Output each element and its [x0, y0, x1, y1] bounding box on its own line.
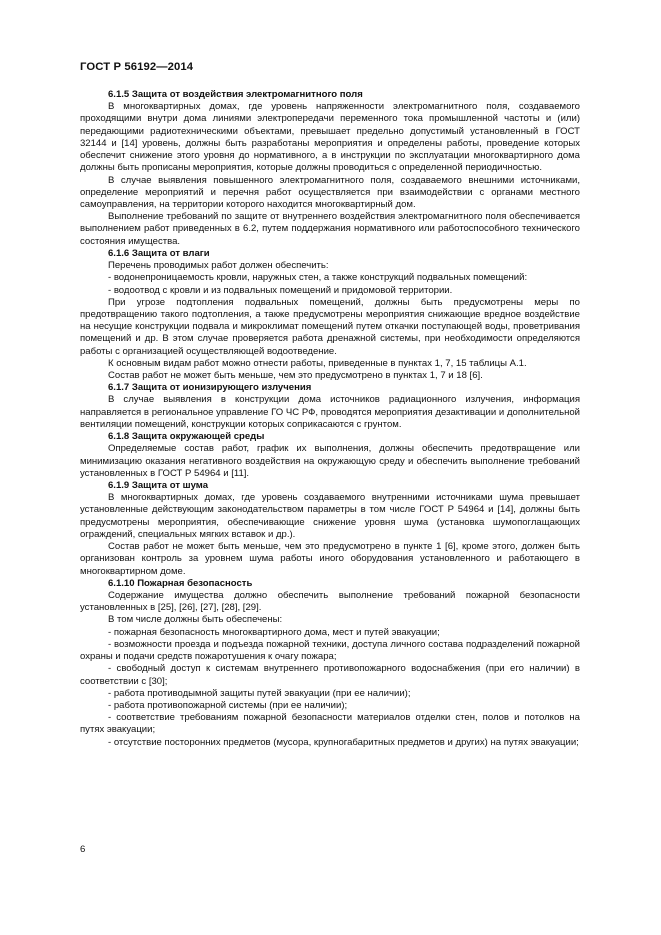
section-heading: 6.1.5 Защита от воздействия электромагнитного поля — [108, 89, 363, 100]
paragraph: - водоотвод с кровли и из подвальных помещений и придомовой территории. — [108, 284, 453, 296]
paragraph: - работа противопожарной системы (при ее наличии); — [108, 699, 348, 711]
paragraph: - возможности проезда и подъезда пожарной техники, доступа личного состава подразделений пожарной охраны и подачи средств пожаротушения к очагу пожара; — [80, 638, 580, 663]
paragraph: - отсутствие посторонних предметов (мусора, крупногабаритных предметов и других) на путях эвакуации; — [108, 736, 579, 748]
paragraph: - соответствие требованиям пожарной безопасности материалов отделки стен, полов и потолков на путях эвакуации; — [80, 712, 580, 736]
section-heading: 6.1.9 Защита от шума — [108, 480, 209, 491]
paragraph: Выполнение требований по защите от внутреннего воздействия электромагнитного поля обеспечивается выполнением работ приведенных в 6.2, путем поддержания нормативного или работоспособного технического состояния имущества. — [80, 211, 580, 247]
document-body — [80, 89, 580, 749]
paragraph: Состав работ не может быть меньше, чем это предусмотрено в пунктах 1, 7 и 18 [6]. — [108, 370, 483, 382]
paragraph: В случае выявления повышенного электромагнитного поля, создаваемого внешними источниками, определение мероприятий и перечня работ осуществляется при взаимодействии с органами местного самоуправления, на территории которого находится многоквартирный дом. — [80, 174, 580, 210]
paragraph: При угрозе подтопления подвальных помещений, должны быть предусмотрены меры по предотвращению такого подтопления, а также предусмотрены мероприятия снижающие вредное воздействие на несущие конструкции подвала и микроклимат помещений путем откачки поступающей воды, проветривания помещений и др. В этом случае проверяется работа дренажной системы, при необходимости определяются работы с организацией осуществляющей водоотведение. — [80, 296, 580, 357]
paragraph: Перечень проводимых работ должен обеспечить: — [108, 260, 329, 272]
section-heading: 6.1.8 Защита окружающей среды — [108, 431, 265, 443]
page-number: 6 — [80, 844, 86, 855]
document-header: ГОСТ Р 56192—2014 — [80, 61, 194, 73]
paragraph: Определяемые состав работ, график их выполнения, должны обеспечить предотвращение или минимизацию оказания негативного воздействия на окружающую среду и обеспечить выполнение требований установленных в ГОСТ Р 54964 и [11]. — [80, 443, 580, 479]
section-heading: 6.1.6 Защита от влаги — [108, 247, 210, 259]
section-heading: 6.1.7 Защита от ионизирующего излучения — [108, 382, 312, 394]
paragraph: Состав работ не может быть меньше, чем это предусмотрено в пункте 1 [6], кроме этого, должен быть организован контроль за уровнем шума работы иного оборудования установленного и работающего в многоквартирном доме. — [80, 541, 580, 577]
paragraph: Содержание имущества должно обеспечить выполнение требований пожарной безопасности установленных в [25], [26], [27], [28], [29]. — [80, 589, 580, 614]
paragraph: - пожарная безопасность многоквартирного дома, мест и путей эвакуации; — [108, 626, 440, 638]
paragraph: В многоквартирных домах, где уровень создаваемого внутренними источниками шума превышает установленные действующим законодательством параметры в том числе ГОСТ Р 54964 и [14], должны быть предусмотрены мероприятия, обеспечивающие снижение уровня шума (установка шумопоглащающих ограждений, специальных мягких вставок и др.). — [80, 492, 580, 540]
paragraph: В том числе должны быть обеспечены: — [108, 614, 283, 626]
section-heading: 6.1.10 Пожарная безопасность — [108, 577, 253, 589]
paragraph: К основным видам работ можно отнести работы, приведенные в пунктах 1, 7, 15 таблицы А.1. — [108, 357, 527, 369]
paragraph: - работа противодымной защиты путей эвакуации (при ее наличии); — [108, 687, 411, 699]
paragraph: В случае выявления в конструкции дома источников радиационного излучения, информация направляется в региональное управление ГО ЧС РФ, проводятся мероприятия дезактивации и дополнительной вентиляции помещений, конструкции которых соприкасаются с грунтом. — [80, 394, 580, 430]
paragraph: - свободный доступ к системам внутреннего противопожарного водоснабжения (при его наличии) в соответствии с [30]; — [80, 663, 580, 687]
paragraph: - водонепроницаемость кровли, наружных стен, а также конструкций подвальных помещений: — [108, 272, 528, 284]
paragraph: В многоквартирных домах, где уровень напряженности электромагнитного поля, создаваемого проходящими внутри дома линиями электропередачи переменного тока промышленной частоты и (или) передающими радиотехническими объектами, превышает предельно допустимый установленный в ГОСТ 32144 и [14] уровень, должны быть разработаны мероприятия и определены работы, проведение которых обеспечит снижение этого уровня до нормативного, а в инструкции по эксплуатации многоквартирного дома должны быть прописаны мероприятия, которые должны проводиться с определенной периодичностью. — [80, 101, 580, 174]
